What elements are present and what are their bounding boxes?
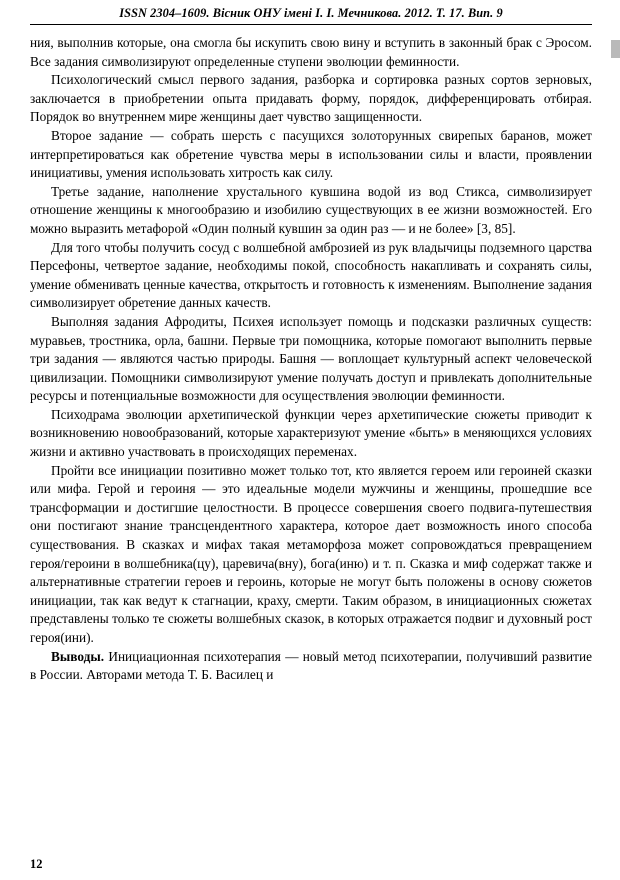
paragraph: Пройти все инициации позитивно может только тот, кто является героем или героиней сказки или мифа. Герой и героиня — это идеальные модели мужчины и женщины, прошедшие все трансформации и достигшие целостности. В процессе совершения своего подвига-путешествия они постигают знание трансцендентного характера, которое дает возможность иного способа существования. В сказках и мифах такая метаморфоза может сопровождаться превращением героя/героини в волшебника(цу), царевича(вну), бога(иню) и т. п. Сказка и миф содержат также и альтернативные стратегии героев и героинь, которые не могут быть положены в основу сюжетов инициации, так как ведут к стагнации, краху, смерти. Таким образом, в инициационных сюжетах представлены только те сюжеты волшебных сказок, в которых отражается подвиг и духовный рост героя(ини).: [30, 462, 592, 645]
paragraph: Для того чтобы получить сосуд с волшебной амброзией из рук владычицы подземного царства Персефоны, четвертое задание, необходимы покой, способность накапливать и сохранять силы, умение обменивать ценные качества, открытость и готовность к изменениям. Выполнение задания символизирует обретение данных качеств.: [30, 239, 592, 311]
page-edge-strip: [611, 0, 620, 880]
paragraph: Психологический смысл первого задания, разборка и сортировка разных сортов зерновых, заключается в приобретении опыта придавать форму, порядок, дифференцировать отбирая. Порядок во внутреннем мире женщины дает чувство защищенности.: [30, 72, 592, 125]
article-body: [30, 34, 592, 685]
paragraph: Третье задание, наполнение хрустального кувшина водой из вод Стикса, символизирует отношение женщины к многообразию и изобилию существующих в ее жизни возможностей. Его можно выразить метафорой «Один полный кувшин за один раз — и не более» [3, 85].: [30, 183, 592, 236]
paragraph: Психодрама эволюции архетипической функции через архетипические сюжеты приводит к возникновению новообразований, которые характеризуют умение «быть» в меняющихся условиях жизни и активно участвовать в происходящих переменах.: [30, 406, 592, 460]
page-number: 12: [30, 857, 43, 871]
running-header: ISSN 2304–1609. Вісник ОНУ імені І. І. Мечникова. 2012. Т. 17. Вип. 9: [30, 6, 592, 25]
paragraph: ния, выполнив которые, она смогла бы искупить свою вину и вступить в законный брак с Эросом. Все задания символизируют определенные ступени эволюции феминности.: [30, 35, 592, 69]
paragraph-lead: Выводы.: [51, 648, 105, 664]
paragraph: Выполняя задания Афродиты, Психея использует помощь и подсказки различных существ: муравьев, тростника, орла, башни. Первые три помощника, которые помогают выполнить первые три задания — являются частью природы. Башня — воплощает культурный аспект человеческой цивилизации. Помощники символизируют умение получать доступ и привлекать дополнительные ресурсы и потенциальные возможности для осуществления эволюции феминности.: [30, 313, 592, 404]
paragraph: Второе задание — собрать шерсть с пасущихся золоторунных свирепых баранов, может интерпретироваться как обретение чувства меры в использовании силы и власти, проявлении инициативы, умения использовать хитрость как силу.: [30, 127, 592, 181]
scroll-marker: [611, 40, 620, 58]
paragraph: Выводы. Инициационная психотерапия — новый метод психотерапии, получивший развитие в России. Авторами метода Т. Б. Василец и: [30, 648, 592, 683]
